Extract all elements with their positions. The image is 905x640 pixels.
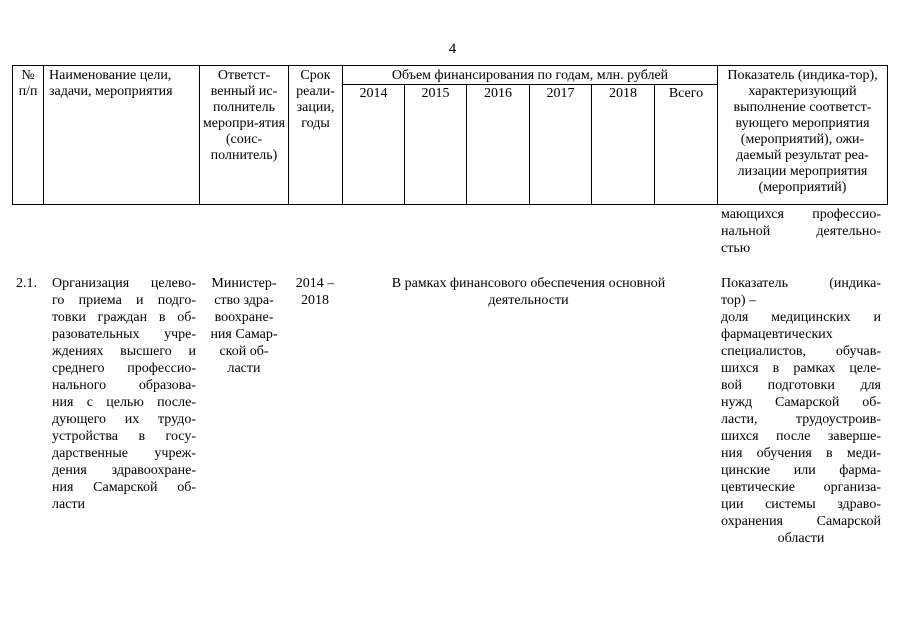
header-indicator: Показатель (индика-тор), характеризующий выполнение соответст-вующего мероприятия (мероприятий), ожи-даемый результат реа-лизации мероприятия (мероприятий) (727, 68, 878, 195)
name-line: дарственные учреж- (52, 446, 196, 461)
name-line: ния Самарской об- (52, 480, 196, 495)
indicator-line: нужд Самарской об- (721, 395, 881, 410)
indicator-line: тор) – (721, 293, 757, 308)
indicator-line: специалистов, обучав- (721, 344, 881, 359)
indicator-continuation (721, 206, 881, 257)
term-line: 2014 – (295, 276, 335, 291)
table-header (12, 65, 888, 205)
column-divider (466, 85, 467, 205)
column-divider (654, 85, 655, 205)
row-indicator (721, 275, 881, 547)
term-line: 2018 (301, 293, 329, 308)
header-year-2016: 2016 (484, 86, 512, 101)
name-line: нального образова- (52, 378, 196, 393)
header-year-2017: 2017 (546, 86, 575, 101)
continuation-line: мающихся профессио- (721, 207, 881, 222)
indicator-line: шихся после заверше- (721, 429, 881, 444)
row-term (288, 275, 342, 309)
header-year-2018: 2018 (609, 86, 637, 101)
continuation-line: нальной деятельно- (721, 224, 881, 239)
name-line: устройства в госу- (52, 429, 196, 444)
indicator-line: охранения Самарской (721, 514, 881, 529)
indicator-line: цевтические организа- (721, 480, 881, 495)
header-term: Срок реали-зации, годы (296, 68, 335, 131)
header-year-2015: 2015 (421, 86, 450, 101)
name-line: ласти (52, 497, 86, 512)
funding-line: В рамках финансового обеспечения основной (391, 276, 666, 291)
header-name: Наименование цели, задачи, мероприятия (49, 68, 173, 99)
header-total: Всего (668, 86, 704, 101)
column-divider (199, 66, 200, 205)
name-line: дения здравоохране- (52, 463, 196, 478)
funding-subheader-line (342, 84, 717, 85)
indicator-line: шихся в рамках целе- (721, 361, 881, 376)
row-executor (200, 275, 288, 377)
row-funding (341, 275, 716, 309)
column-divider (591, 85, 592, 205)
name-line: среднего профессио- (52, 361, 196, 376)
header-year-2014: 2014 (359, 86, 388, 101)
indicator-line: вой подготовки для (721, 378, 881, 393)
column-divider (404, 85, 405, 205)
indicator-line: фармацевтических (721, 327, 833, 342)
continuation-line: стью (721, 241, 751, 256)
indicator-line: ния обучения в меди- (721, 446, 881, 461)
funding-line: деятельности (488, 293, 569, 308)
executor-line: ство здра- (214, 293, 274, 308)
row-number: 2.1. (16, 276, 37, 291)
indicator-line: ласти, трудоустроив- (721, 412, 881, 427)
row-name (52, 275, 196, 513)
column-divider (529, 85, 530, 205)
page-number: 4 (448, 41, 457, 57)
executor-line: Министер- (211, 276, 277, 291)
indicator-line: цинские или фарма- (721, 463, 881, 478)
executor-line: ния Самар- (210, 327, 278, 342)
header-funding-title: Объем финансирования по годам, млн. рублей (391, 68, 669, 83)
indicator-line: области (777, 531, 825, 546)
column-divider (288, 66, 289, 205)
name-line: разовательных учре- (52, 327, 196, 342)
executor-line: ской об- (219, 344, 269, 359)
indicator-line: ции системы здраво- (721, 497, 881, 512)
name-line: ния с целью после- (52, 395, 196, 410)
indicator-line: Показатель (индика- (721, 276, 881, 291)
header-num: № п/п (18, 68, 38, 99)
name-line: товки граждан в об- (52, 310, 196, 325)
header-executor: Ответст-венный ис-полнитель меропри-ятия (соис-полнитель) (202, 68, 286, 163)
executor-line: воохране- (214, 310, 274, 325)
name-line: ждениях высшего и (52, 344, 196, 359)
name-line: дующего их трудо- (52, 412, 196, 427)
column-divider (43, 66, 44, 205)
indicator-line: доля медицинских и (721, 310, 881, 325)
executor-line: ласти (227, 361, 261, 376)
column-divider (717, 66, 718, 205)
name-line: Организация целево- (52, 276, 196, 291)
name-line: го приема и подго- (52, 293, 196, 308)
